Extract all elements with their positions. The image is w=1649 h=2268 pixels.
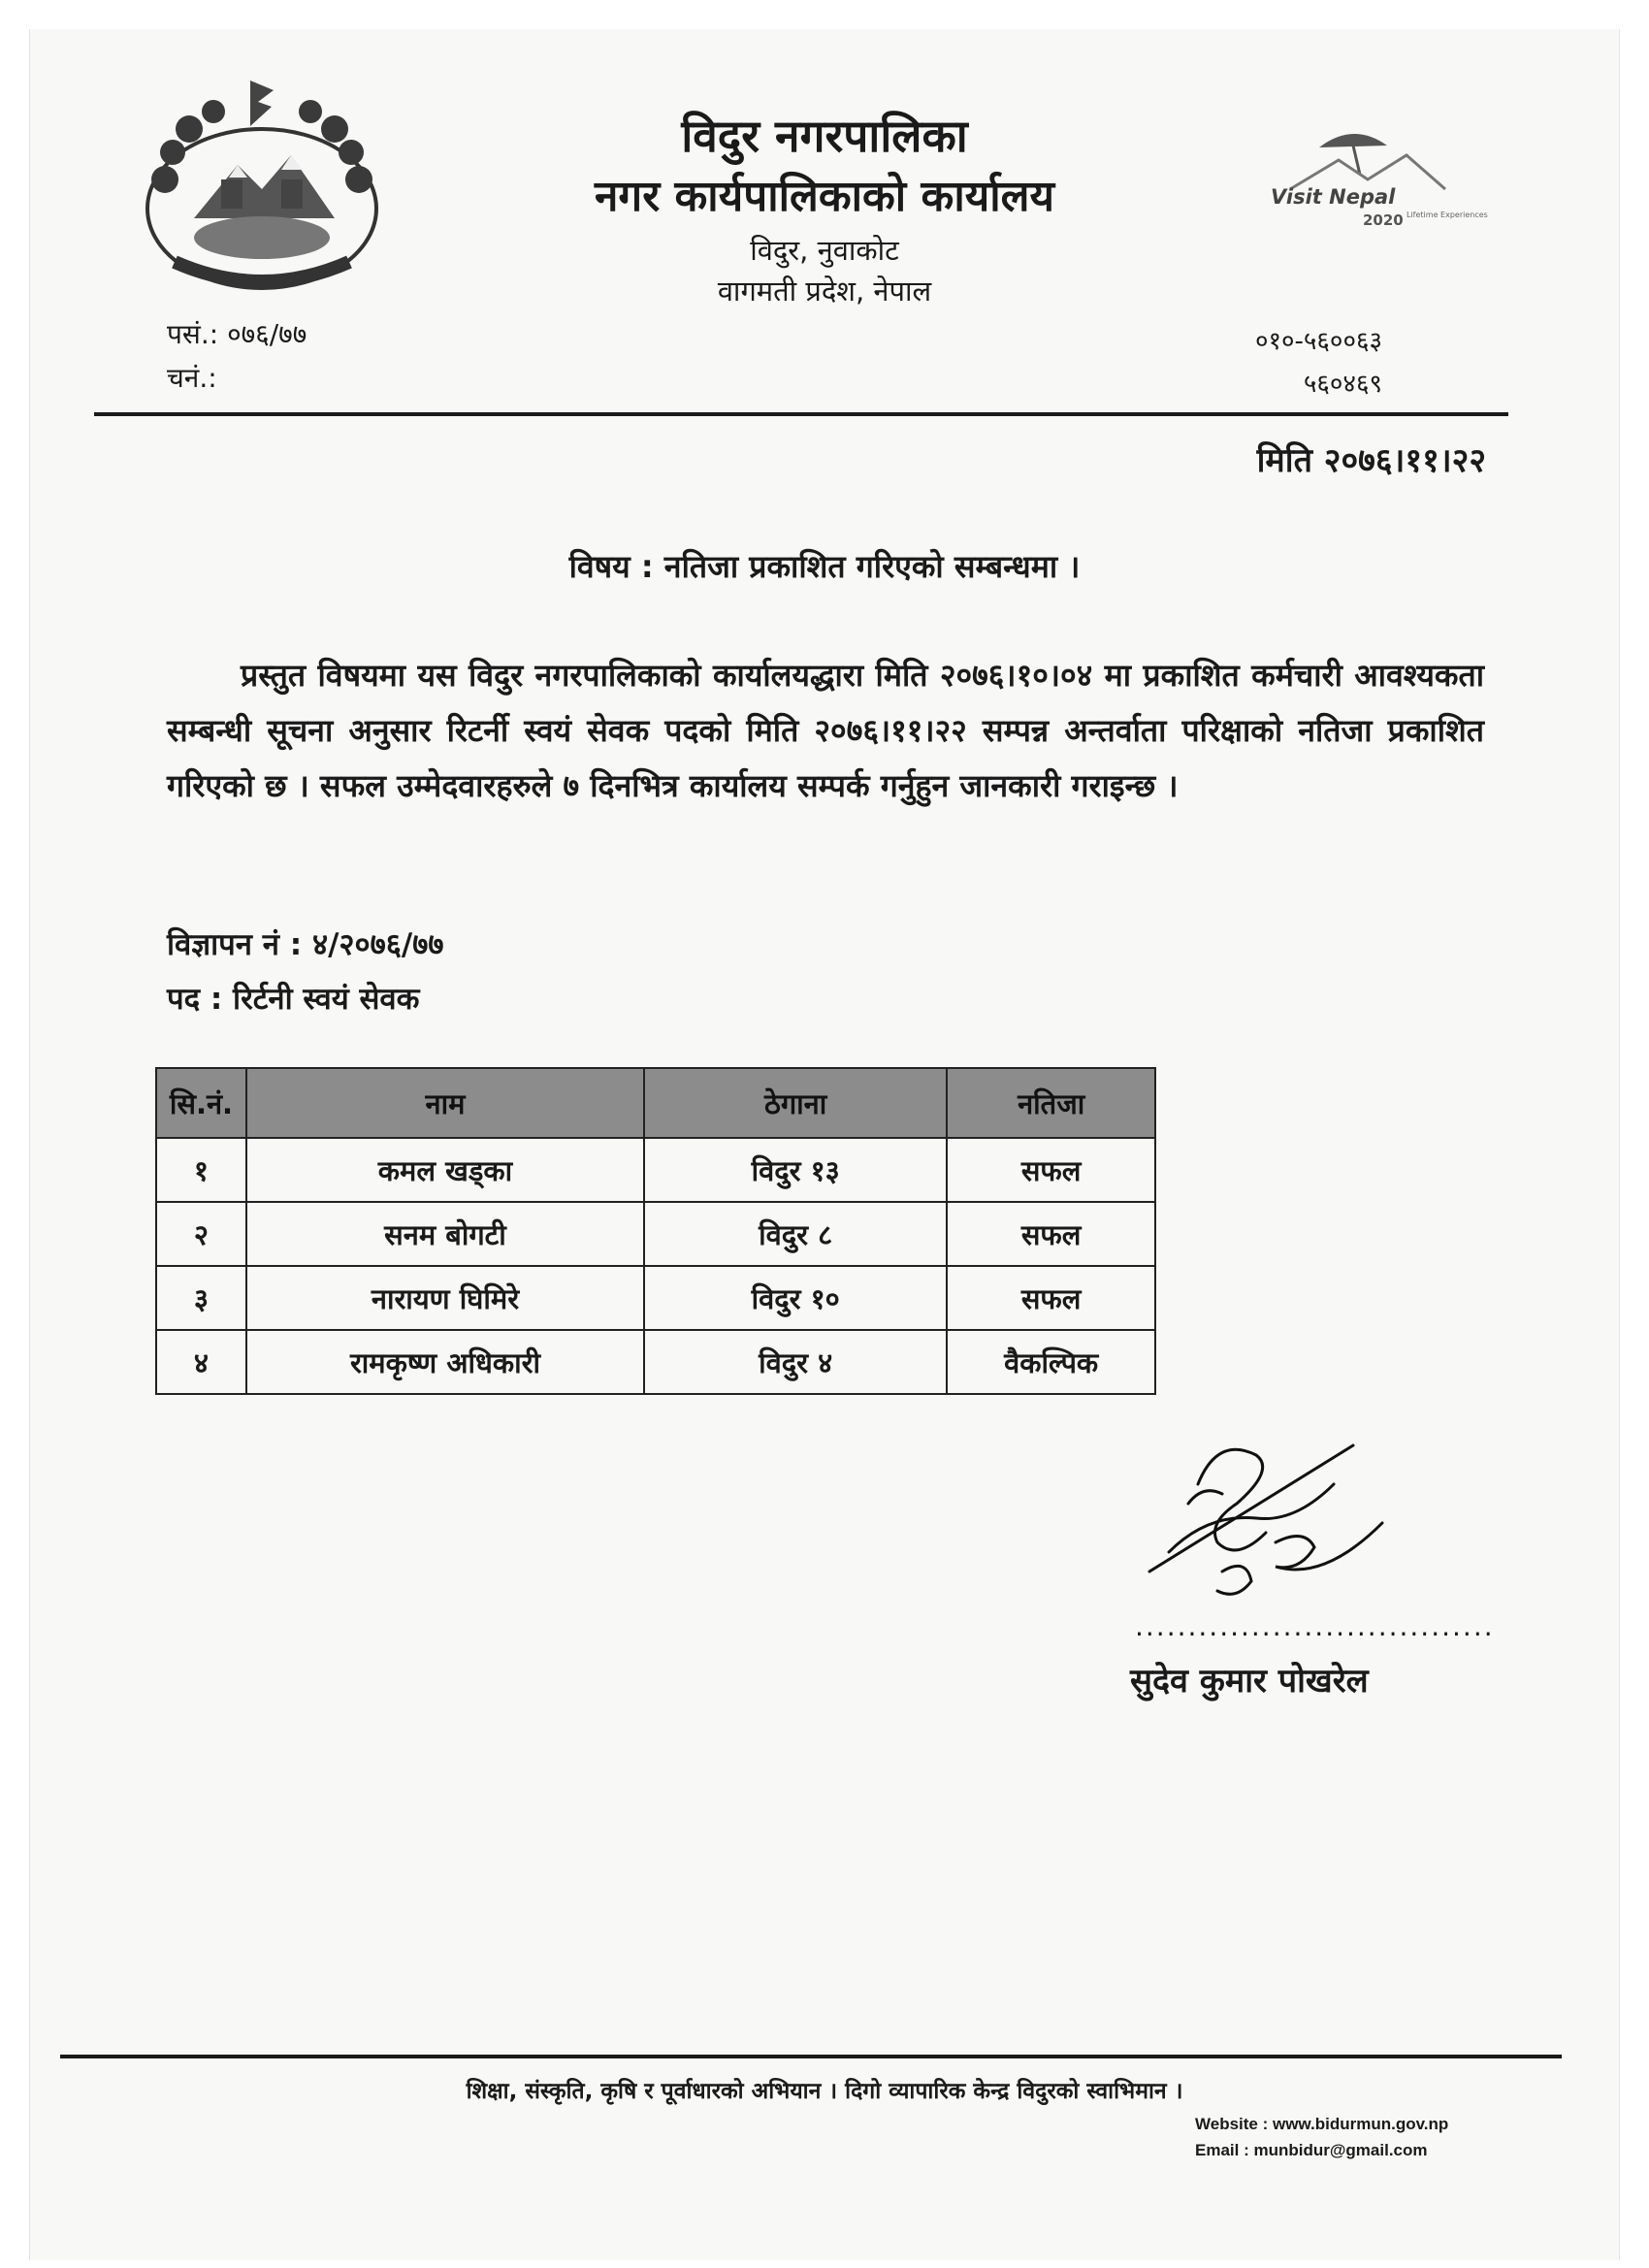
phone-number-2: ५६०४६९ [1303,370,1382,399]
column-header-result: नतिजा [947,1068,1155,1138]
cell-address: विदुर ४ [644,1330,947,1394]
letter-subject: विषय : नतिजा प्रकाशित गरिएको सम्बन्धमा । [568,548,1081,585]
table-row [156,1266,1155,1330]
address-line-2: वागमती प्रदेश, नेपाल [717,275,932,308]
cell-name: रामकृष्ण अधिकारी [246,1330,644,1394]
letter-date: मिति २०७६।११।२२ [1256,441,1486,480]
cell-address: विदुर १३ [644,1138,947,1202]
header-divider [94,412,1508,416]
footer-divider [60,2055,1562,2058]
notice-number: विज्ञापन नं : ४/२०७६/७७ [167,927,444,962]
letter-body: प्रस्तुत विषयमा यस विदुर नगरपालिकाको कार्यालयद्धारा मिति २०७६।१०।०४ मा प्रकाशित कर्मचारी आवश्यकता सम्बन्धी सूचना अनुसार रिटर्नी स्वयं सेवक पदको मिति २०७६।११।२२ सम्पन्न अन्तर्वाता परिक्षाको नतिजा प्रकाशित गरिएको छ । सफल उम्मेदवारहरुले ७ दिनभित्र कार्यालय सम्पर्क गर्नुहुन जानकारी गराइन्छ । [167,657,1484,804]
results-table [155,1067,1156,1395]
address-line-1: विदुर, नुवाकोट [750,234,899,267]
cell-address: विदुर ८ [644,1202,947,1266]
cell-name: सनम बोगटी [246,1202,644,1266]
cell-name: नारायण घिमिरे [246,1266,644,1330]
phone-number-1: ०१०-५६००६३ [1254,327,1382,356]
table-row [156,1330,1155,1394]
footer-website: Website : www.bidurmun.gov.np [1195,2115,1449,2133]
cell-address: विदुर १० [644,1266,947,1330]
table-header-row [156,1068,1155,1138]
footer-slogan: शिक्षा, संस्कृति, कृषि र पूर्वाधारको अभियान । दिगो व्यापारिक केन्द्र विदुरको स्वाभिमान । [466,2079,1183,2104]
column-header-address: ठेगाना [644,1068,947,1138]
letter-number: पसं.: ०७६/७७ [167,318,307,350]
cell-result: सफल [947,1266,1155,1330]
cell-serial: २ [156,1202,246,1266]
cell-result: सफल [947,1202,1155,1266]
visit-nepal-year: 2020 [1363,211,1404,229]
signature-line: .................................. [1135,1610,1495,1642]
cell-serial: १ [156,1138,246,1202]
office-title: नगर कार्यपालिकाको कार्यालय [595,172,1054,221]
column-header-name: नाम [246,1068,644,1138]
cell-serial: ४ [156,1330,246,1394]
column-header-serial: सि.नं. [156,1068,246,1138]
signatory-name: सुदेव कुमार पोखरेल [1130,1662,1369,1701]
cell-name: कमल खड्का [246,1138,644,1202]
post-name: पद : रिर्टनी स्वयं सेवक [167,982,420,1017]
dispatch-number: चनं.: [167,362,217,394]
footer-email: Email : munbidur@gmail.com [1195,2141,1428,2159]
table-row [156,1202,1155,1266]
municipality-title: विदुर नगरपालिका [681,110,968,162]
cell-result: वैकल्पिक [947,1330,1155,1394]
cell-result: सफल [947,1138,1155,1202]
visit-nepal-text: Visit Nepal [1271,185,1396,209]
visit-nepal-tagline: Lifetime Experiences [1406,211,1488,219]
cell-serial: ३ [156,1266,246,1330]
table-row [156,1138,1155,1202]
